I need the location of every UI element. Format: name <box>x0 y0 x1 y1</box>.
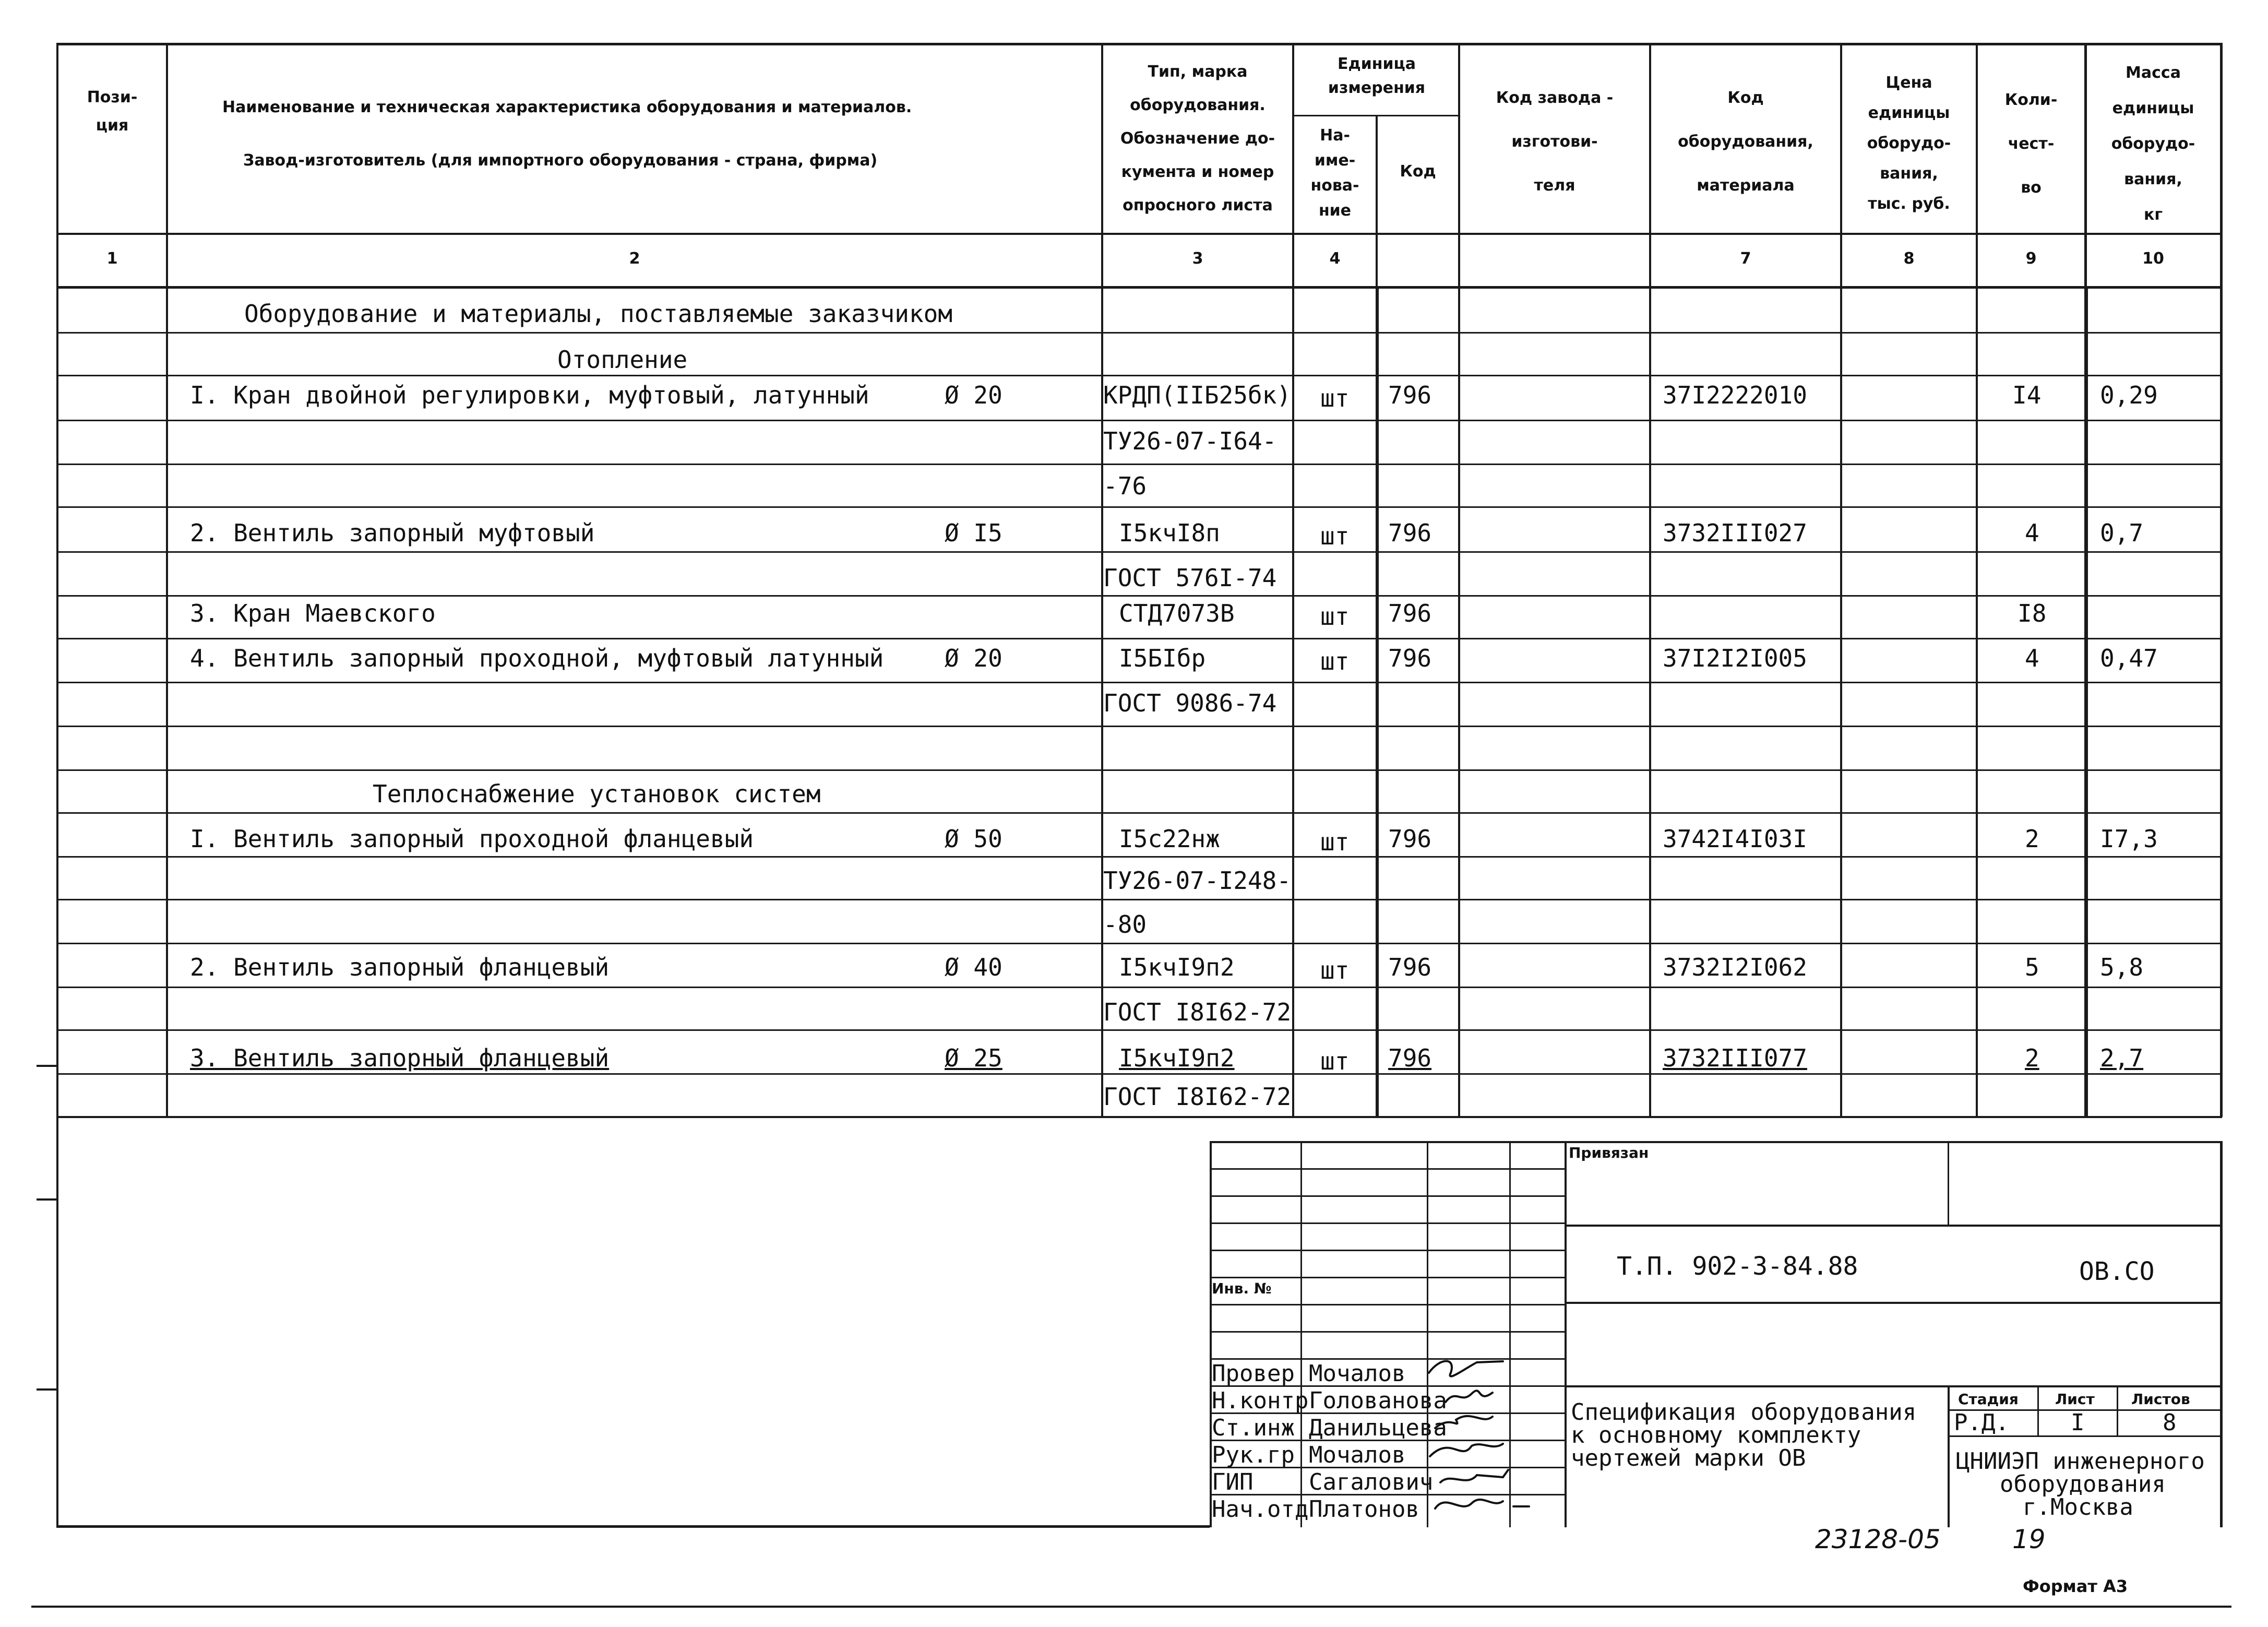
item-code: 3732III077 <box>1663 1044 1807 1072</box>
item-code: 3732I2I062 <box>1663 953 1807 981</box>
item-mass: 2,7 <box>2100 1044 2144 1072</box>
item-code: 37I2I2I005 <box>1663 644 1807 672</box>
stamp-staff-name: Платонов <box>1309 1496 1419 1523</box>
item-code: 3732III027 <box>1663 519 1807 547</box>
stamp-sheet-label: Лист <box>2055 1391 2095 1408</box>
section-title-main: Оборудование и материалы, поставляемые заказчиком <box>244 300 953 328</box>
item-unit-code: 796 <box>1388 825 1432 853</box>
item-unit-code: 796 <box>1388 599 1432 627</box>
column-number: 10 <box>2142 250 2164 268</box>
stamp-staff-role: Провер <box>1212 1360 1295 1387</box>
item-document: ГОСТ I8I62-72 <box>1103 1083 1292 1111</box>
item-type: I5кчI8п <box>1119 519 1220 547</box>
item-document-cont: -80 <box>1103 910 1147 939</box>
stamp-staff-role: Н.контр <box>1212 1387 1309 1414</box>
section-title-heat-supply: Теплоснабжение установок систем <box>373 780 821 808</box>
stamp-org-line2: оборудования <box>2000 1471 2166 1498</box>
stamp-staff-role: Рук.гр <box>1212 1442 1295 1468</box>
stamp-staff-name: Сагалович <box>1309 1469 1434 1495</box>
stamp-org-line1: ЦНИИЭП инженерного <box>1956 1448 2205 1475</box>
stamp-title-line1: Спецификация оборудования <box>1571 1399 1917 1426</box>
item-unit-code: 796 <box>1388 644 1432 672</box>
stamp-title-line3: чертежей марки ОВ <box>1571 1445 1806 1471</box>
header-position: Пози- ция <box>87 88 138 135</box>
header-equipment-code: Код оборудования, материала <box>1678 89 1813 195</box>
stamp-org-line3: г.Москва <box>2023 1494 2133 1521</box>
item-code: 37I2222010 <box>1663 381 1807 409</box>
item-quantity: 2 <box>2025 1044 2039 1072</box>
item-quantity: 4 <box>2025 519 2039 547</box>
stamp-bound-label: Привязан <box>1569 1144 1649 1161</box>
item-mass: I7,3 <box>2100 825 2158 853</box>
item-quantity: 2 <box>2025 825 2039 853</box>
item-unit: шт <box>1320 828 1350 856</box>
column-number: 4 <box>1329 250 1341 268</box>
stamp-staff-role: ГИП <box>1212 1469 1254 1495</box>
item-diameter: Ø 50 <box>945 825 1002 853</box>
item-quantity: 5 <box>2025 953 2039 981</box>
item-unit: шт <box>1320 647 1350 675</box>
item-document-cont: -76 <box>1103 472 1147 500</box>
item-diameter: Ø I5 <box>945 519 1002 547</box>
stamp-staff-name: Мочалов <box>1309 1360 1406 1387</box>
header-name-line1: Наименование и техническая характеристика оборудования и материалов. <box>222 98 912 116</box>
column-number: 3 <box>1192 250 1203 268</box>
item-name: 2. Вентиль запорный фланцевый <box>190 953 610 981</box>
item-name: 3. Кран Маевского <box>190 599 436 627</box>
item-name: 4. Вентиль запорный проходной, муфтовый латунный <box>190 644 884 672</box>
item-document: ГОСТ 576I-74 <box>1103 564 1277 592</box>
page-number: 19 <box>2012 1524 2046 1554</box>
stamp-sheet-value: I <box>2071 1409 2085 1436</box>
header-mass: Масса единицы оборудо- вания, кг <box>2111 64 2195 224</box>
item-quantity: 4 <box>2025 644 2039 672</box>
column-number: 9 <box>2025 250 2037 268</box>
item-name: 2. Вентиль запорный муфтовый <box>190 519 595 547</box>
item-code: 3742I4I03I <box>1663 825 1807 853</box>
item-type: I5кчI9п2 <box>1119 1044 1235 1072</box>
item-diameter: Ø 20 <box>945 381 1002 409</box>
header-unit-name: На- име- нова- ние <box>1310 126 1359 220</box>
item-unit-code: 796 <box>1388 381 1432 409</box>
column-number: 2 <box>629 250 640 268</box>
column-number: 7 <box>1740 250 1751 268</box>
stamp-sheets-value: 8 <box>2163 1409 2177 1436</box>
item-type: I5БIбр <box>1119 644 1206 672</box>
item-document: ГОСТ I8I62-72 <box>1103 998 1292 1026</box>
section-title-heating: Отопление <box>557 346 688 374</box>
item-mass: 0,47 <box>2100 644 2158 672</box>
item-diameter: Ø 40 <box>945 953 1002 981</box>
item-type: I5с22нж <box>1119 825 1220 853</box>
stamp-staff-role: Нач.отд <box>1212 1496 1309 1523</box>
stamp-staff-name: Мочалов <box>1309 1442 1406 1468</box>
item-type: КРДП(IIБ25бк) <box>1103 381 1292 409</box>
item-unit: шт <box>1320 602 1350 631</box>
item-name: I. Кран двойной регулировки, муфтовый, латунный <box>190 381 869 409</box>
stamp-stage-value: Р.Д. <box>1954 1409 2009 1436</box>
column-number: 1 <box>106 250 118 268</box>
item-quantity: I4 <box>2012 381 2042 409</box>
item-unit: шт <box>1320 522 1350 550</box>
header-unit-group: Единица измерения <box>1328 55 1426 97</box>
item-unit-code: 796 <box>1388 953 1432 981</box>
item-document: ТУ26-07-I64- <box>1103 427 1277 455</box>
item-diameter: Ø 20 <box>945 644 1002 672</box>
archive-number: 23128-05 <box>1815 1524 1941 1554</box>
item-mass: 0,7 <box>2100 519 2144 547</box>
stamp-staff-name: Голованова <box>1309 1387 1447 1414</box>
header-type: Тип, марка оборудования. Обозначение до- кумента и номер опросного листа <box>1120 63 1275 215</box>
stamp-inv-label: Инв. № <box>1212 1280 1272 1297</box>
stamp-sheets-label: Листов <box>2131 1391 2190 1408</box>
item-unit: шт <box>1320 1047 1350 1075</box>
stamp-stage-label: Стадия <box>1958 1391 2019 1408</box>
item-mass: 0,29 <box>2100 381 2158 409</box>
item-name: I. Вентиль запорный проходной фланцевый <box>190 825 754 853</box>
stamp-document-code: ОВ.СО <box>2079 1257 2155 1286</box>
header-unit-code: Код <box>1400 162 1436 181</box>
item-quantity: I8 <box>2018 599 2047 627</box>
item-mass: 5,8 <box>2100 953 2144 981</box>
stamp-staff-role: Ст.инж <box>1212 1415 1295 1441</box>
header-price: Цена единицы оборудо- вания, тыс. руб. <box>1867 74 1951 213</box>
item-type: I5кчI9п2 <box>1119 953 1235 981</box>
item-unit: шт <box>1320 956 1350 984</box>
item-name: 3. Вентиль запорный фланцевый <box>190 1044 610 1072</box>
header-quantity: Коли- чест- во <box>2004 91 2058 197</box>
format-label: Формат А3 <box>2023 1576 2128 1596</box>
item-diameter: Ø 25 <box>945 1044 1002 1072</box>
item-document: ГОСТ 9086-74 <box>1103 689 1277 717</box>
header-name-line2: Завод-изготовитель (для импортного оборудования - страна, фирма) <box>243 151 878 170</box>
stamp-title-line2: к основному комплекту <box>1571 1422 1861 1448</box>
item-document: ТУ26-07-I248- <box>1103 866 1292 895</box>
item-unit: шт <box>1320 384 1350 412</box>
stamp-staff-name: Данильцева <box>1309 1415 1447 1441</box>
header-factory-code: Код завода - изготови- теля <box>1496 89 1614 195</box>
item-type: СТД7073В <box>1119 599 1235 627</box>
column-number: 8 <box>1903 250 1915 268</box>
item-unit-code: 796 <box>1388 519 1432 547</box>
signature-marks <box>1425 1352 1571 1529</box>
stamp-project-number: Т.П. 902-3-84.88 <box>1617 1252 1858 1281</box>
item-unit-code: 796 <box>1388 1044 1432 1072</box>
